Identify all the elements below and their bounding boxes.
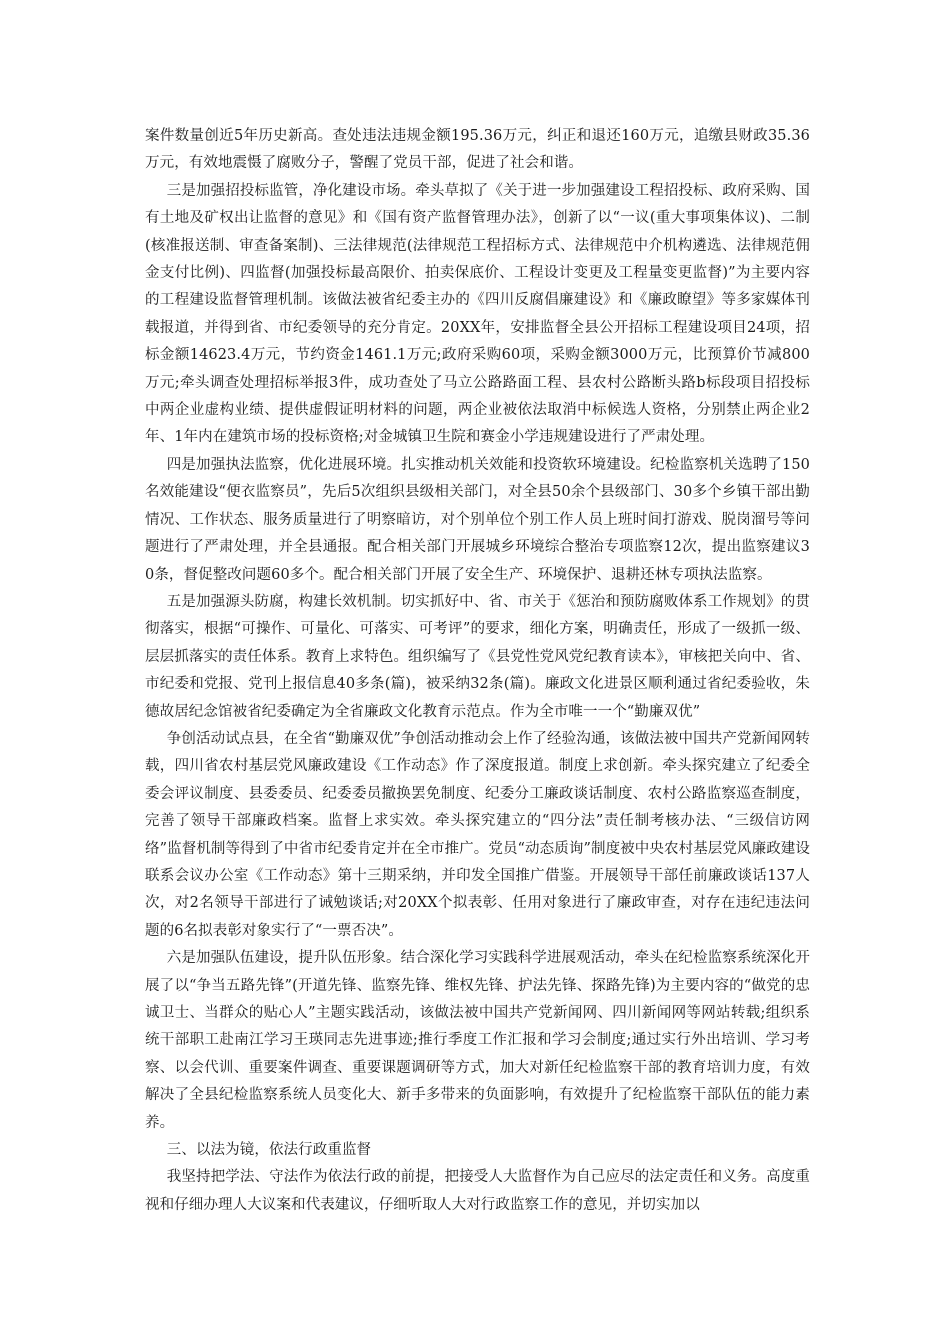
section-heading-law: 三、以法为镜，依法行政重监督 xyxy=(166,1142,372,1159)
paragraph-pilot-county: 争创活动试点县，在全省“勤廉双优”争创活动推动会上作了经验沟通，该做法被中国共产党新闻网转载，四川省农村基层党风廉政建设《工作动态》作了深度报道。制度上求创新。牵头探究建立了纪委全委会评议制度、县委委员、纪委委员撤换罢免制度、纪委分工廉政谈话制度、农村公路监察巡查制度，完善了领导干部廉政档案。监督上求实效。牵头探究建立的“四分法”责任制考核办法、“三级信访网络”监督机制等得到了中省市纪委肯定并在全市推广。党员“动态质询”制度被中央农村基层党风廉政建设联系会议办公室《工作动态》第十三期采纳，并印发全国推广借鉴。开展领导干部任前廉政谈话137人次，对2名领导干部进行了诫勉谈话;对20XX个拟表彰、任用对象进行了廉政审查，对存在违纪违法问题的6名拟表彰对象实行了“一票否决”。 xyxy=(145,730,810,939)
paragraph-case-statistics: 案件数量创近5年历史新高。查处违法违规金额195.36万元，纠正和退还160万元，追缴县财政35.36万元，有效地震慑了腐败分子，警醒了党员干部，促进了社会和谐。 xyxy=(145,128,810,172)
paragraph-team-building: 六是加强队伍建设，提升队伍形象。结合深化学习实践科学进展观活动，牵头在纪检监察系统深化开展了以“争当五路先锋”(开道先锋、监察先锋、维权先锋、护法先锋、探路先锋)为主要内容的“做党的忠诚卫士、当群众的贴心人”主题实践活动，该做法被中国共产党新闻网、四川新闻网等网站转载;组织系统干部职工赴南江学习王瑛同志先进事迹;推行季度工作汇报和学习会制度;通过实行外出培训、学习考察、以会代训、重要案件调查、重要课题调研等方式，加大对新任纪检监察干部的教育培训力度，有效解决了全县纪检监察系统人员变化大、新手多带来的负面影响，有效提升了纪检监察干部队伍的能力素养。 xyxy=(145,950,810,1131)
paragraph-bidding-supervision: 三是加强招投标监管，净化建设市场。牵头草拟了《关于进一步加强建设工程招投标、政府采购、国有土地及矿权出让监督的意见》和《国有资产监督管理办法》，创新了以“一议(重大事项集体议)、二制(核准报送制、审查备案制)、三法律规范(法律规范工程招标方式、法律规范中介机构遴选、法律规范佣金支付比例)、四监督(加强投标最高限价、拍卖保底价、工程设计变更及工程量变更监督)”为主要内容的工程建设监督管理机制。该做法被省纪委主办的《四川反腐倡廉建设》和《廉政瞭望》等多家媒体刊载报道，并得到省、市纪委领导的充分肯定。20XX年，安排监督全县公开招标工程建设项目24项，招标金额14623.4万元，节约资金1461.1万元;政府采购60项，采购金额3000万元，比预算价节减800万元;牵头调查处理招标举报3件，成功查处了马立公路路面工程、县农村公路断头路b标段项目招投标中两企业虚构业绩、提供虚假证明材料的问题，两企业被依法取消中标候选人资格，分别禁止两企业2年、1年内在建筑市场的投标资格;对金城镇卫生院和赛金小学违规建设进行了严肃处理。 xyxy=(145,182,810,446)
paragraph-source-prevention: 五是加强源头防腐，构建长效机制。切实抓好中、省、市关于《惩治和预防腐败体系工作规划》的贯彻落实，根据“可操作、可量化、可落实、可考评”的要求，细化方案，明确责任，形成了一级抓一级、层层抓落实的责任体系。教育上求特色。组织编写了《县党性党风党纪教育读本》，审核把关向中、省、市纪委和党报、党刊上报信息40多条(篇)，被采纳32条(篇)。廉政文化进景区顺利通过省纪委验收，朱德故居纪念馆被省纪委确定为全省廉政文化教育示范点。作为全市唯一一个“勤廉双优” xyxy=(145,593,810,720)
document-body xyxy=(145,123,810,1219)
paragraph-law-enforcement-supervision: 四是加强执法监察，优化进展环境。扎实推动机关效能和投资软环境建设。纪检监察机关选聘了150名效能建设“便衣监察员”，先后5次组织县级相关部门，对全县50余个县级部门、30多个乡镇干部出勤情况、工作状态、服务质量进行了明察暗访，对个别单位个别工作人员上班时间打游戏、脱岗溜号等问题进行了严肃处理，并全县通报。配合相关部门开展城乡环境综合整治专项监察12次，提出监察建议30条，督促整改问题60多个。配合相关部门开展了安全生产、环境保护、退耕还林专项执法监察。 xyxy=(145,456,810,583)
paragraph-legal-administration: 我坚持把学法、守法作为依法行政的前提，把接受人大监督作为自己应尽的法定责任和义务。高度重视和仔细办理人大议案和代表建议，仔细听取人大对行政监察工作的意见，并切实加以 xyxy=(145,1169,810,1213)
